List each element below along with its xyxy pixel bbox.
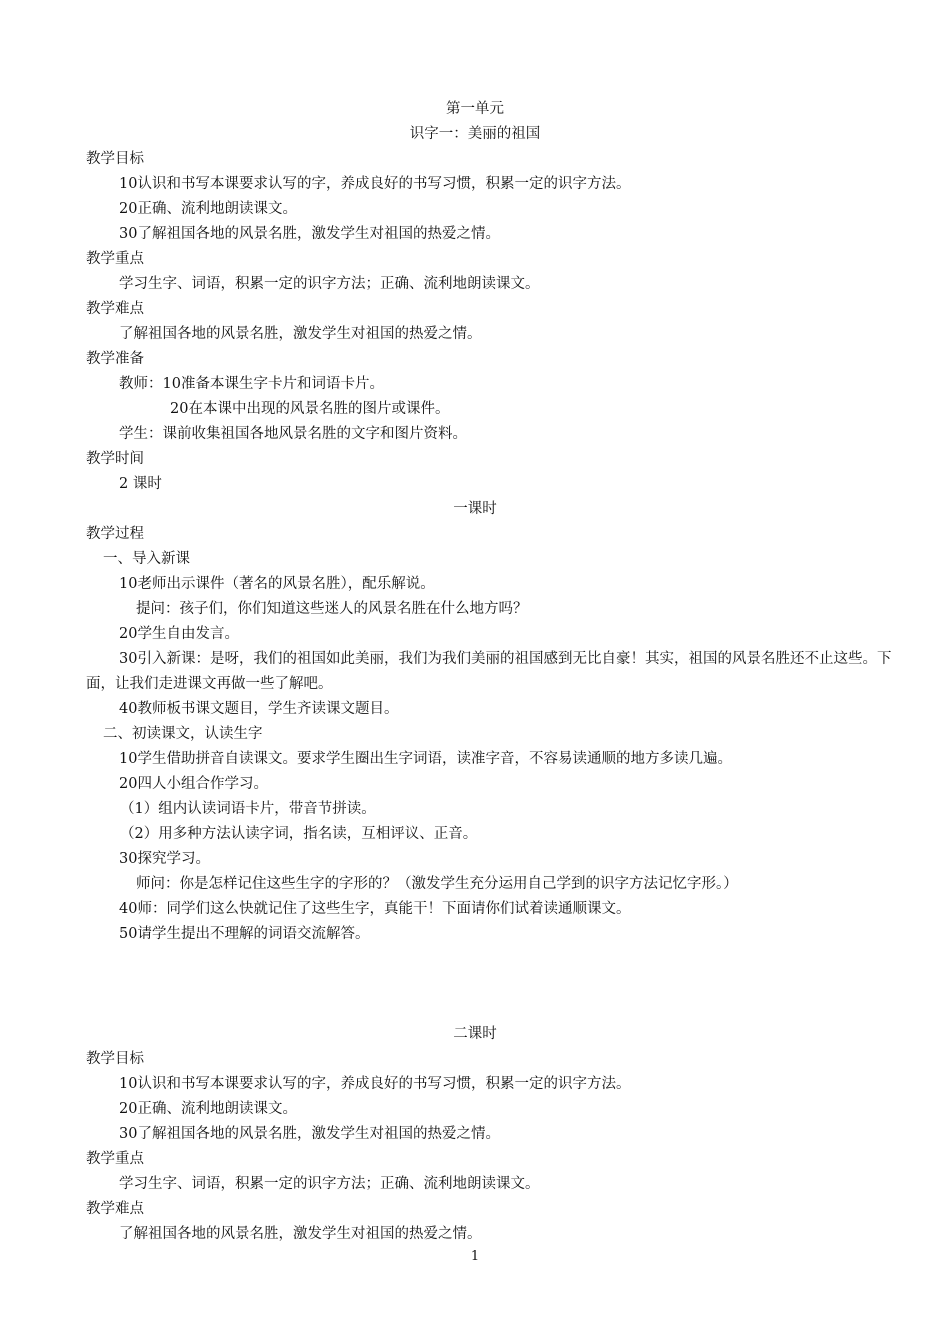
prep-student: 学生：课前收集祖国各地风景名胜的文字和图片资料。 — [119, 426, 467, 442]
p2-key-text: 学习生字、词语，积累一定的识字方法；正确、流利地朗读课文。 — [119, 1176, 540, 1192]
step-2-4: 40师：同学们这么快就记住了这些生字，真能干！下面请你们试着读通顺课文。 — [119, 901, 631, 917]
time-heading: 教学时间 — [86, 451, 144, 467]
goal-1: 10认识和书写本课要求认写的字，养成良好的书写习惯，积累一定的识字方法。 — [119, 176, 631, 192]
goal-2: 20正确、流利地朗读课文。 — [119, 201, 297, 217]
period-2-title: 二课时 — [453, 1026, 497, 1042]
step-1-1: 10老师出示课件（著名的风景名胜），配乐解说。 — [119, 576, 435, 592]
p2-goal-1: 10认识和书写本课要求认写的字，养成良好的书写习惯，积累一定的识字方法。 — [119, 1076, 631, 1092]
p2-difficult-text: 了解祖国各地的风景名胜，激发学生对祖国的热爱之情。 — [119, 1226, 482, 1242]
p2-goal-2: 20正确、流利地朗读课文。 — [119, 1101, 297, 1117]
step-1-3: 30引入新课：是呀，我们的祖国如此美丽，我们为我们美丽的祖国感到无比自豪！其实，祖国的风景名胜还不止这些。下面，让我们走进课文再做一些了解吧。 — [86, 651, 892, 692]
p2-difficult-heading: 教学难点 — [86, 1201, 144, 1217]
step-2-3-question: 师问：你是怎样记住这些生字的字形的？（激发学生充分运用自己学到的识字方法记忆字形。） — [136, 876, 738, 892]
lesson-title: 识字一：美丽的祖国 — [409, 126, 541, 142]
section-1-heading: 一、导入新课 — [103, 551, 190, 567]
p2-goals-heading: 教学目标 — [86, 1051, 144, 1067]
goal-3: 30了解祖国各地的风景名胜，激发学生对祖国的热爱之情。 — [119, 226, 500, 242]
key-heading: 教学重点 — [86, 251, 144, 267]
page-number: 1 — [470, 1249, 480, 1264]
unit-title: 第一单元 — [446, 101, 504, 117]
section-2-heading: 二、初读课文，认读生字 — [103, 726, 263, 742]
prep-heading: 教学准备 — [86, 351, 144, 367]
step-2-1: 10学生借助拼音自读课文。要求学生圈出生字词语，读准字音，不容易读通顺的地方多读几遍。 — [119, 751, 732, 767]
step-2-3: 30探究学习。 — [119, 851, 210, 867]
step-2-2: 20四人小组合作学习。 — [119, 776, 268, 792]
step-2-2b: （2）用多种方法认读字词，指名读，互相评议、正音。 — [120, 826, 478, 842]
time-text: 2 课时 — [119, 476, 162, 492]
key-text: 学习生字、词语，积累一定的识字方法；正确、流利地朗读课文。 — [119, 276, 540, 292]
step-1-2: 20学生自由发言。 — [119, 626, 239, 642]
step-2-2a: （1）组内认读词语卡片，带音节拼读。 — [120, 801, 376, 817]
prep-teacher-2: 20在本课中出现的风景名胜的图片或课件。 — [170, 401, 450, 417]
difficult-text: 了解祖国各地的风景名胜，激发学生对祖国的热爱之情。 — [119, 326, 482, 342]
difficult-heading: 教学难点 — [86, 301, 144, 317]
goals-heading: 教学目标 — [86, 151, 144, 167]
step-1-4: 40教师板书课文题目，学生齐读课文题目。 — [119, 701, 399, 717]
step-1-1-question: 提问：孩子们，你们知道这些迷人的风景名胜在什么地方吗？ — [136, 601, 528, 617]
step-2-5: 50请学生提出不理解的词语交流解答。 — [119, 926, 370, 942]
period-1-title: 一课时 — [453, 501, 497, 517]
prep-teacher: 教师：10准备本课生字卡片和词语卡片。 — [119, 376, 384, 392]
p2-goal-3: 30了解祖国各地的风景名胜，激发学生对祖国的热爱之情。 — [119, 1126, 500, 1142]
p2-key-heading: 教学重点 — [86, 1151, 144, 1167]
process-heading: 教学过程 — [86, 526, 144, 542]
